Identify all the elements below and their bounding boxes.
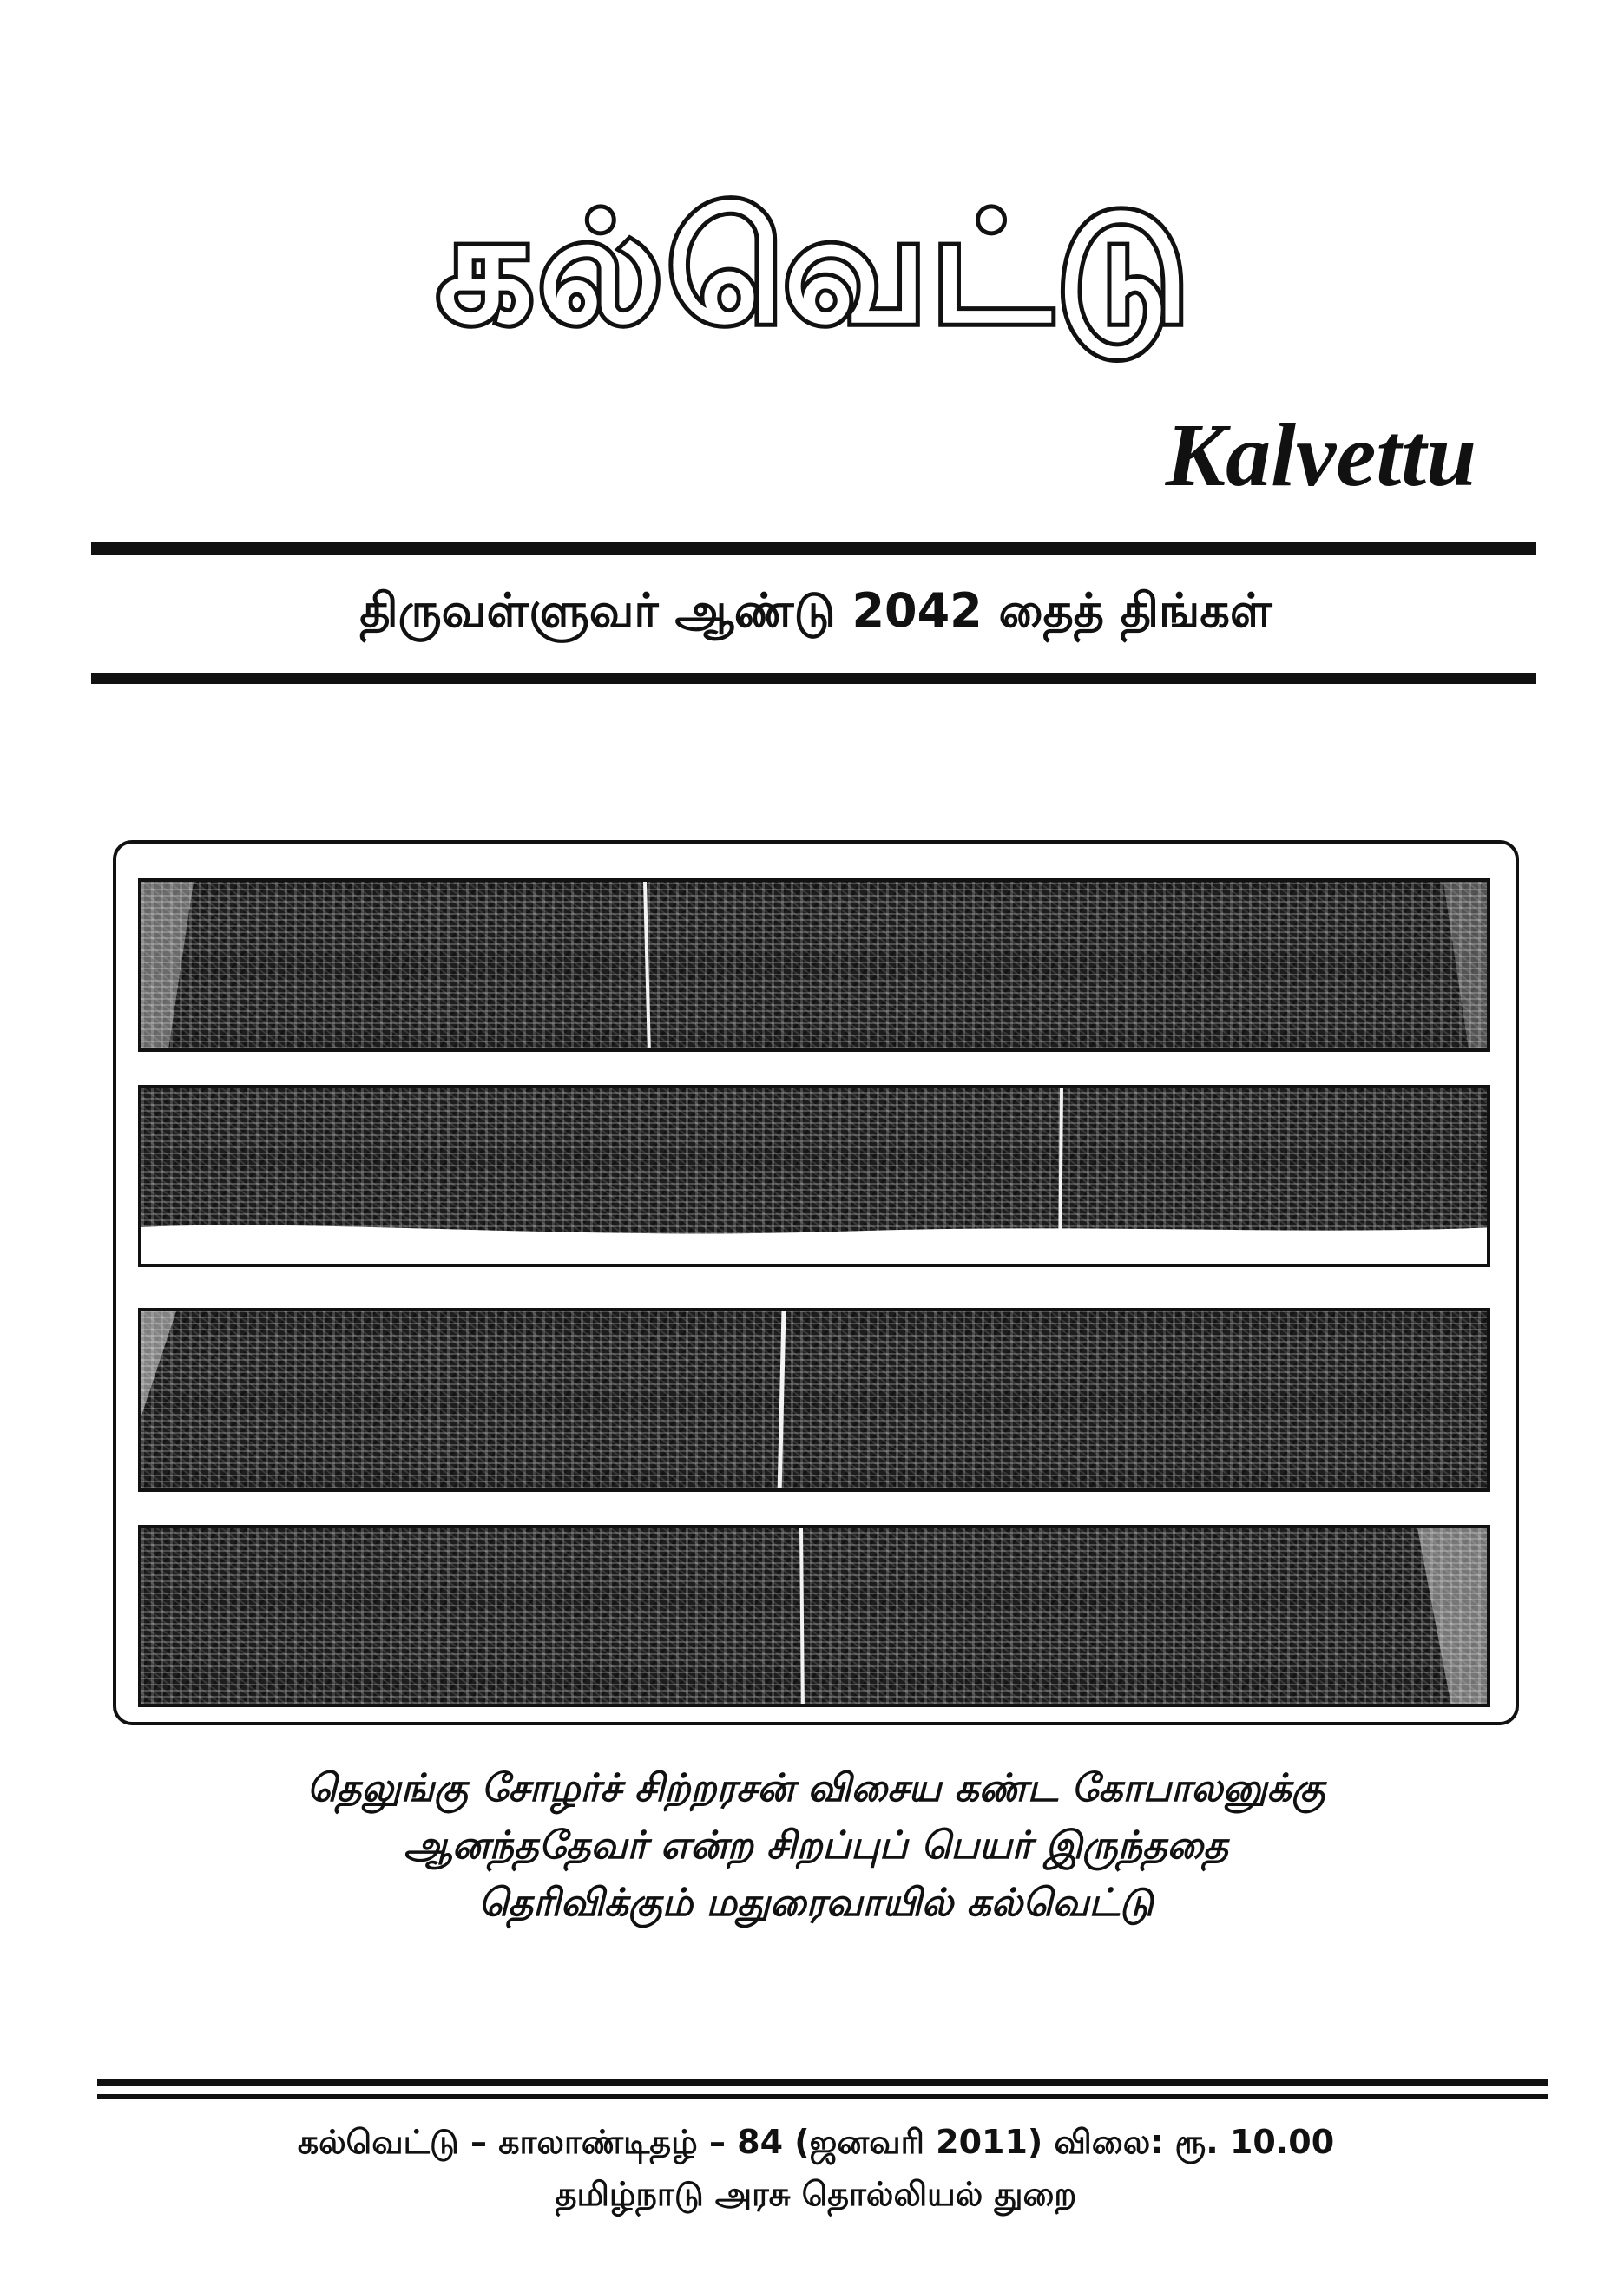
caption-line: தெரிவிக்கும் மதுரைவாயில் கல்வெட்டு: [478, 1881, 1154, 1925]
footer-rule-thin: [97, 2094, 1548, 2099]
masthead: [200, 148, 1432, 391]
inscription-photo-strip-3: [138, 1308, 1490, 1492]
inscription-photo-strip-1: [138, 878, 1490, 1052]
top-rule: [91, 542, 1536, 555]
footer-rule-thick: [97, 2079, 1548, 2086]
photo-caption: [87, 1760, 1545, 1932]
footer: [87, 2116, 1545, 2220]
inscription-photo-strip-4-texture: [141, 1528, 1490, 1707]
inscription-photo-strip-4: [138, 1525, 1490, 1707]
inscription-photo-strip-2-texture: [141, 1088, 1490, 1267]
caption-line: ஆனந்ததேவர் என்ற சிறப்புப் பெயர் இருந்ததை: [404, 1823, 1228, 1868]
masthead-title-tamil: கல்வெட்டு: [437, 181, 1194, 356]
inscription-photo-strip-1-texture: [141, 882, 1490, 1052]
masthead-title-latin: Kalvettu: [1165, 405, 1476, 505]
inscription-photo-strip-2: [138, 1085, 1490, 1267]
caption-line: தெலுங்கு சோழர்ச் சிற்றரசன் விசைய கண்ட கோபாலனுக்கு: [306, 1766, 1325, 1810]
issue-date-line: திருவள்ளுவர் ஆண்டு 2042 தைத் திங்கள்: [359, 583, 1272, 638]
inscription-photo-frame: [113, 840, 1519, 1725]
footer-issue-line: கல்வெட்டு – காலாண்டிதழ் – 84 (ஜனவரி 2011) விலை: ரூ. 10.00: [297, 2123, 1335, 2161]
footer-publisher-line: தமிழ்நாடு அரசு தொல்லியல் துறை: [555, 2175, 1077, 2213]
date-rule: [91, 673, 1536, 684]
inscription-photo-strip-3-texture: [141, 1311, 1490, 1492]
